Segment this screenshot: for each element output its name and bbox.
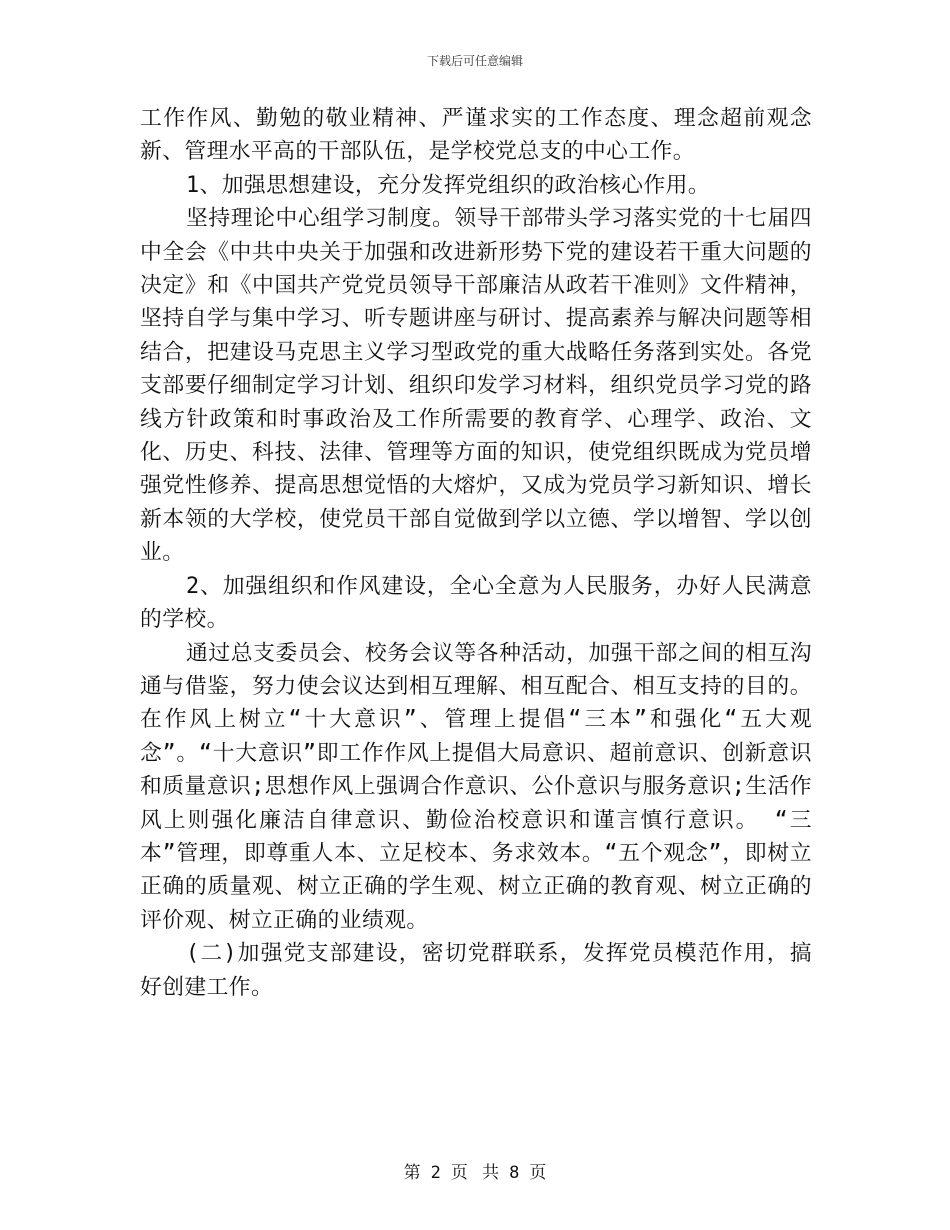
paragraph-5: 通过总支委员会、校务会议等各种活动，加强干部之间的相互沟通与借鉴，努力使会议达到相互理解、相互配合、相互支持的目的。在作风上树立“十大意识”、管理上提倡“三本”和强化“五大观念”。“十大意识”即工作作风上提倡大局意识、超前意识、创新意识和质量意识;思想作风上强调合作意识、公仆意识与服务意识;生活作风上则强化廉洁自律意识、勤俭治校意识和谨言慎行意识。 “三本”管理，即尊重人本、立足校本、务求效本。“五个观念”，即树立正确的质量观、树立正确的学生观、树立正确的教育观、树立正确的评价观、树立正确的业绩观。 <box>140 640 812 933</box>
footer-page-number: 2 <box>430 1163 441 1183</box>
page-header: 下载后可任意编辑 <box>426 54 523 68</box>
paragraph-1: 工作作风、勤勉的敬业精神、严谨求实的工作态度、理念超前观念新、管理水平高的干部队伍，是学校党总支的中心工作。 <box>140 106 812 165</box>
footer-suffix: 页 <box>529 1163 547 1183</box>
paragraph-2: 1、加强思想建设，充分发挥党组织的政治核心作用。 <box>186 172 711 198</box>
paragraph-6: (二)加强党支部建设，密切党群联系，发挥党员模范作用，搞好创建工作。 <box>140 941 812 1000</box>
footer-total-pages: 8 <box>509 1163 520 1183</box>
paragraph-4: 2、加强组织和作风建设，全心全意为人民服务，办好人民满意的学校。 <box>140 573 812 633</box>
page-footer <box>0 1158 950 1183</box>
footer-middle: 页 共 <box>450 1163 500 1183</box>
paragraph-3: 坚持理论中心组学习制度。领导干部带头学习落实党的十七届四中全会《中共中央关于加强和改进新形势下党的建设若干重大问题的决定》和《中国共产党党员领导干部廉洁从政若干准则》文件精神，坚持自学与集中学习、听专题讲座与研讨、提高素养与解决问题等相结合，把建设马克思主义学习型政党的重大战略任务落到实处。各党支部要仔细制定学习计划、组织印发学习材料，组织党员学习党的路线方针政策和时事政治及工作所需要的教育学、心理学、政治、文化、历史、科技、法律、管理等方面的知识，使党组织既成为党员增强党性修养、提高思想觉悟的大熔炉，又成为党员学习新知识、增长新本领的大学校，使党员干部自觉做到学以立德、学以增智、学以创业。 <box>140 206 812 566</box>
document-body <box>140 102 812 1004</box>
footer-prefix: 第 <box>403 1163 421 1183</box>
